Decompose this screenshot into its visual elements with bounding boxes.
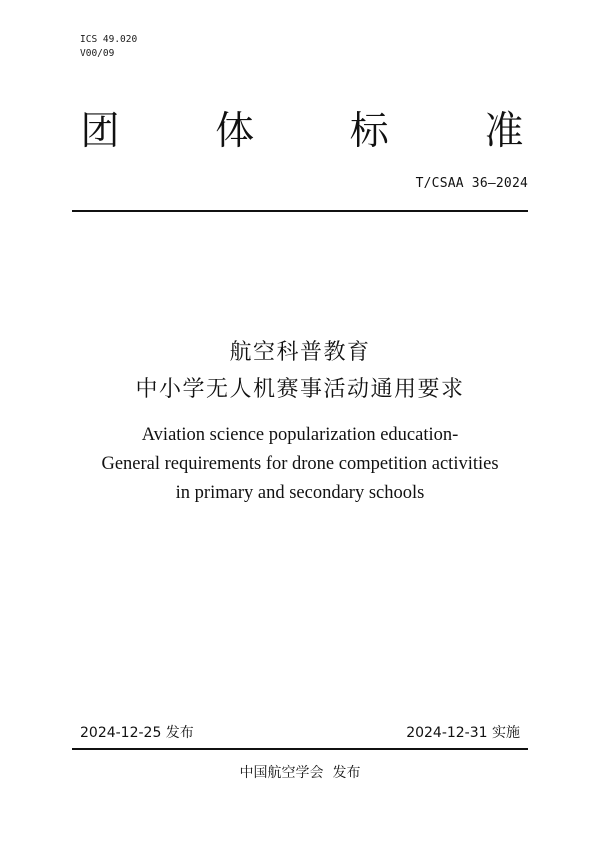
ics-code: ICS 49.020 (80, 34, 138, 45)
ccs-code: V00/09 (80, 48, 115, 59)
effective-date: 2024-12-31 实施 (406, 725, 520, 741)
standard-type-char: 体 (215, 109, 255, 154)
bottom-divider (72, 748, 528, 750)
english-title-line-2: General requirements for drone competition activities (101, 454, 499, 474)
standard-number: T/CSAA 36—2024 (415, 176, 528, 191)
standard-type-heading (80, 108, 524, 156)
publisher: 中国航空学会 发布 (239, 765, 361, 781)
standard-type-char: 标 (349, 109, 389, 154)
standard-type-char: 团 (80, 109, 120, 154)
chinese-title-line-2: 中小学无人机赛事活动通用要求 (135, 377, 465, 402)
standard-type-char: 准 (484, 109, 524, 154)
english-title-line-1: Aviation science popularization education- (141, 425, 459, 445)
chinese-title-line-1: 航空科普教育 (229, 340, 371, 365)
top-divider (72, 210, 528, 212)
english-title-line-3: in primary and secondary schools (175, 483, 425, 503)
issue-date: 2024-12-25 发布 (80, 725, 194, 741)
